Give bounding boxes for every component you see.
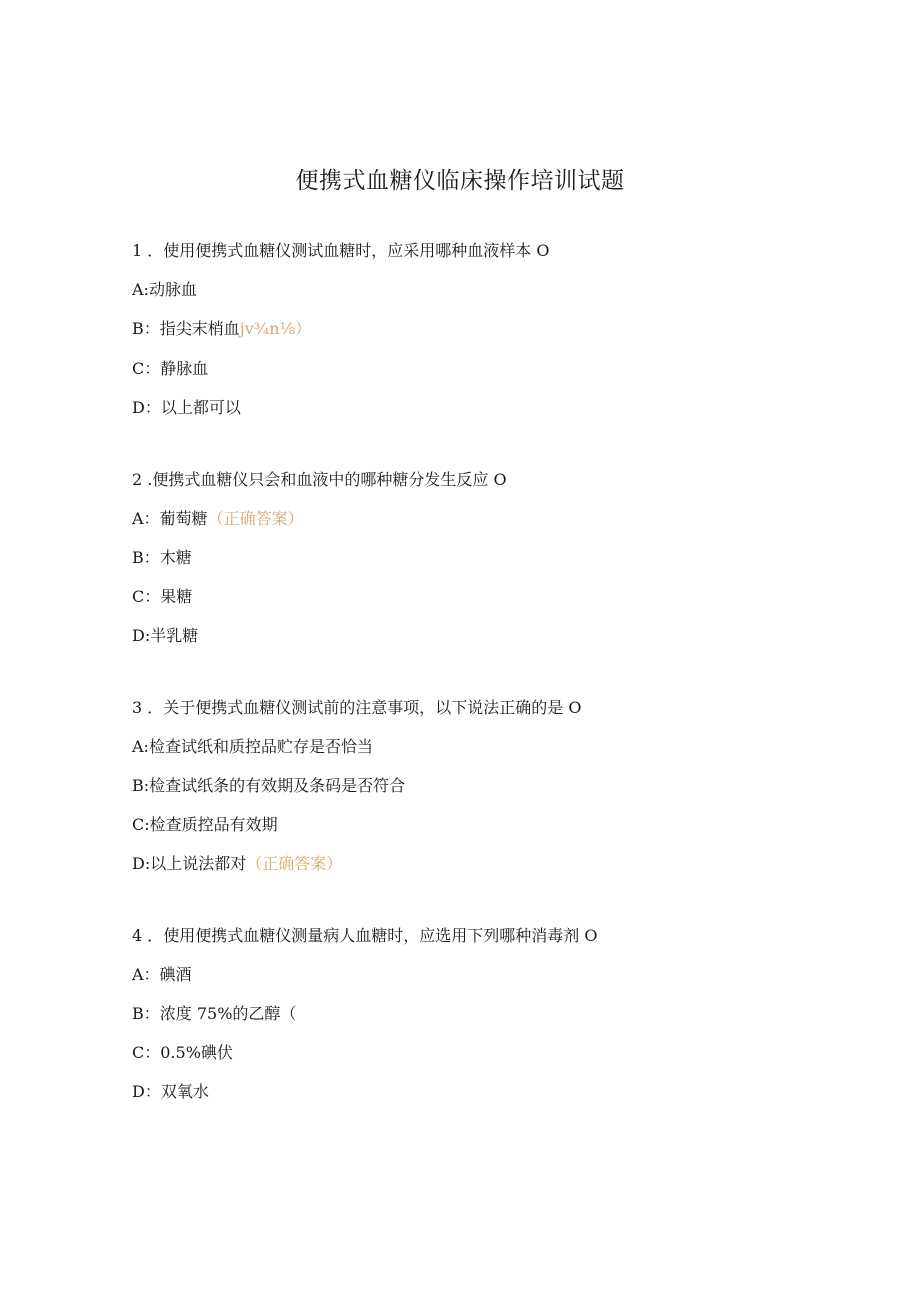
option-label: B:检查试纸条的有效期及条码是否符合 xyxy=(132,776,406,795)
question-2-stem: 2 .便携式血糖仪只会和血液中的哪种糖分发生反应 O xyxy=(132,470,507,489)
question-1-option-c xyxy=(132,358,208,380)
answer-mark: jv¾n⅛） xyxy=(239,319,312,338)
option-label: C:检查质控品有效期 xyxy=(132,815,278,834)
option-label: A：碘酒 xyxy=(132,965,192,984)
question-2-option-d xyxy=(132,625,198,647)
question-1-option-b xyxy=(132,318,311,340)
question-3-stem: 3 ．关于便携式血糖仪测试前的注意事项，以下说法正确的是 O xyxy=(132,698,582,717)
question-4-stem: 4 ．使用便携式血糖仪测量病人血糖时，应选用下列哪种消毒剂 O xyxy=(132,926,598,945)
option-label: D：以上都可以 xyxy=(132,398,241,417)
option-label: A：葡萄糖 xyxy=(132,509,208,528)
option-label: D:以上说法都对 xyxy=(132,854,247,873)
question-3-option-d xyxy=(132,853,342,875)
option-label: B：木糖 xyxy=(132,548,192,567)
answer-mark: （正确答案） xyxy=(246,854,343,873)
question-1-stem: 1 ．使用便携式血糖仪测试血糖时，应采用哪种血液样本 O xyxy=(132,241,550,260)
question-4-option-c xyxy=(132,1042,233,1064)
question-2-option-b xyxy=(132,547,192,569)
question-1-option-d xyxy=(132,397,241,419)
option-label: D:半乳糖 xyxy=(132,626,199,645)
option-label: A:检查试纸和质控品贮存是否恰当 xyxy=(132,737,373,756)
option-label: B：浓度 75%的乙醇（ xyxy=(132,1004,297,1023)
question-3-option-a xyxy=(132,736,373,758)
question-3-option-b xyxy=(132,775,405,797)
question-4-option-b xyxy=(132,1003,296,1025)
question-2-option-a xyxy=(132,508,304,530)
option-label: C：0.5%碘伏 xyxy=(132,1043,233,1062)
answer-mark: （正确答案） xyxy=(207,509,304,528)
option-label: D：双氧水 xyxy=(132,1082,209,1101)
question-2-option-c xyxy=(132,586,192,608)
question-4-option-a xyxy=(132,964,192,986)
question-4-option-d xyxy=(132,1081,209,1103)
option-label: C：果糖 xyxy=(132,587,193,606)
option-label: C：静脉血 xyxy=(132,359,209,378)
question-3-option-c xyxy=(132,814,278,836)
option-label: B：指尖末梢血 xyxy=(132,319,240,338)
question-1-option-a xyxy=(132,279,197,301)
option-label: A:动脉血 xyxy=(132,280,197,299)
page-title: 便携式血糖仪临床操作培训试题 xyxy=(295,168,625,194)
